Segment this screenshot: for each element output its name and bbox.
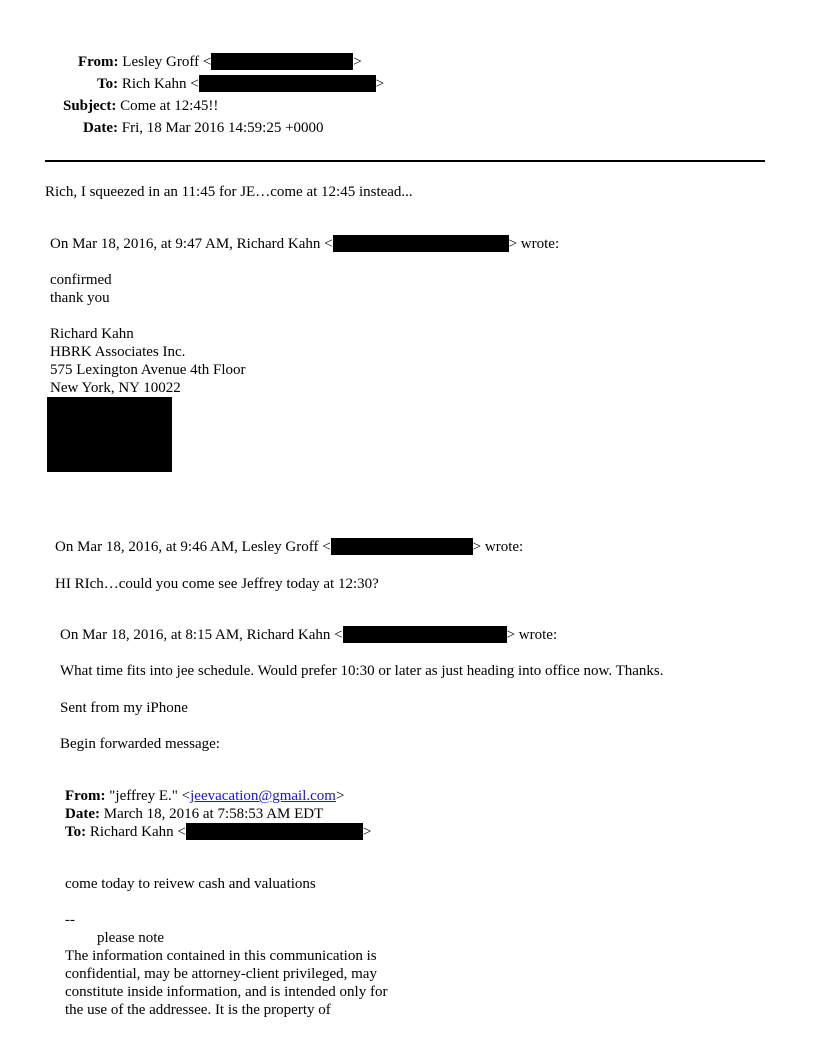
- quote1-intro: [50, 235, 559, 253]
- redaction: [186, 823, 363, 840]
- forwarded-label: Begin forwarded message:: [60, 736, 220, 752]
- quote3-intro: [60, 626, 557, 644]
- fwd-to-label: To:: [65, 824, 87, 840]
- fwd-to-tail: >: [362, 824, 372, 840]
- from-label: From:: [78, 54, 119, 70]
- fwd-from-tail: >: [335, 788, 345, 804]
- signature-line: HBRK Associates Inc.: [50, 344, 186, 360]
- redaction: [333, 235, 509, 252]
- quote1-line: thank you: [50, 290, 110, 306]
- disclaimer-note: please note: [97, 930, 165, 946]
- signature-line: 575 Lexington Avenue 4th Floor: [50, 362, 246, 378]
- header-date: [83, 119, 324, 137]
- disclaimer-line: confidential, may be attorney-client privileged, may: [65, 966, 377, 982]
- signature-line: Richard Kahn: [50, 326, 134, 342]
- email-link[interactable]: jeevacation@gmail.com: [190, 788, 336, 804]
- from-value: Lesley Groff <: [122, 54, 212, 70]
- message-body: Rich, I squeezed in an 11:45 for JE…come at 12:45 instead...: [45, 184, 413, 200]
- quote-intro-text: On Mar 18, 2016, at 9:46 AM, Lesley Groff <: [55, 539, 331, 555]
- subject-value: Come at 12:45!!: [120, 98, 219, 114]
- quote2-text: HI RIch…could you come see Jeffrey today at 12:30?: [55, 576, 379, 592]
- signature-separator: --: [65, 912, 75, 928]
- redaction: [331, 538, 473, 555]
- header-from: [78, 53, 362, 71]
- redaction-block: [47, 397, 172, 472]
- date-label: Date:: [83, 120, 118, 136]
- quote-intro-tail: > wrote:: [472, 539, 524, 555]
- fwd-date-value: March 18, 2016 at 7:58:53 AM EDT: [103, 806, 324, 822]
- fwd-to-value: Richard Kahn <: [89, 824, 186, 840]
- quote-intro-tail: > wrote:: [506, 627, 558, 643]
- to-tail: >: [375, 76, 385, 92]
- fwd-date-label: Date:: [65, 806, 100, 822]
- fwd-from-value: "jeffrey E." <: [109, 788, 191, 804]
- header-subject: [63, 97, 218, 115]
- quote-intro-text: On Mar 18, 2016, at 9:47 AM, Richard Kahn <: [50, 236, 333, 252]
- quote3-text: What time fits into jee schedule. Would prefer 10:30 or later as just heading into office now. Thanks.: [60, 663, 664, 679]
- header-divider: [45, 160, 765, 162]
- quote-intro-text: On Mar 18, 2016, at 8:15 AM, Richard Kahn <: [60, 627, 343, 643]
- quote2-intro: [55, 538, 523, 556]
- fwd-to: [65, 823, 371, 841]
- fwd-date: [65, 805, 323, 823]
- disclaimer-line: The information contained in this communication is: [65, 948, 377, 964]
- date-value: Fri, 18 Mar 2016 14:59:25 +0000: [121, 120, 324, 136]
- header-to: [97, 75, 384, 93]
- disclaimer-line: the use of the addressee. It is the property of: [65, 1002, 331, 1018]
- redaction: [211, 53, 353, 70]
- disclaimer-line: constitute inside information, and is intended only for: [65, 984, 388, 1000]
- quote-intro-tail: > wrote:: [508, 236, 560, 252]
- to-label: To:: [97, 76, 119, 92]
- from-tail: >: [353, 54, 362, 70]
- redaction: [343, 626, 507, 643]
- fwd-text: come today to reivew cash and valuations: [65, 876, 316, 892]
- fwd-from: [65, 787, 344, 805]
- sent-from-iphone: Sent from my iPhone: [60, 700, 188, 716]
- quote1-line: confirmed: [50, 272, 112, 288]
- to-value: Rich Kahn <: [121, 76, 199, 92]
- redaction: [199, 75, 376, 92]
- fwd-from-label: From:: [65, 788, 106, 804]
- signature-line: New York, NY 10022: [50, 380, 181, 396]
- subject-label: Subject:: [63, 98, 117, 114]
